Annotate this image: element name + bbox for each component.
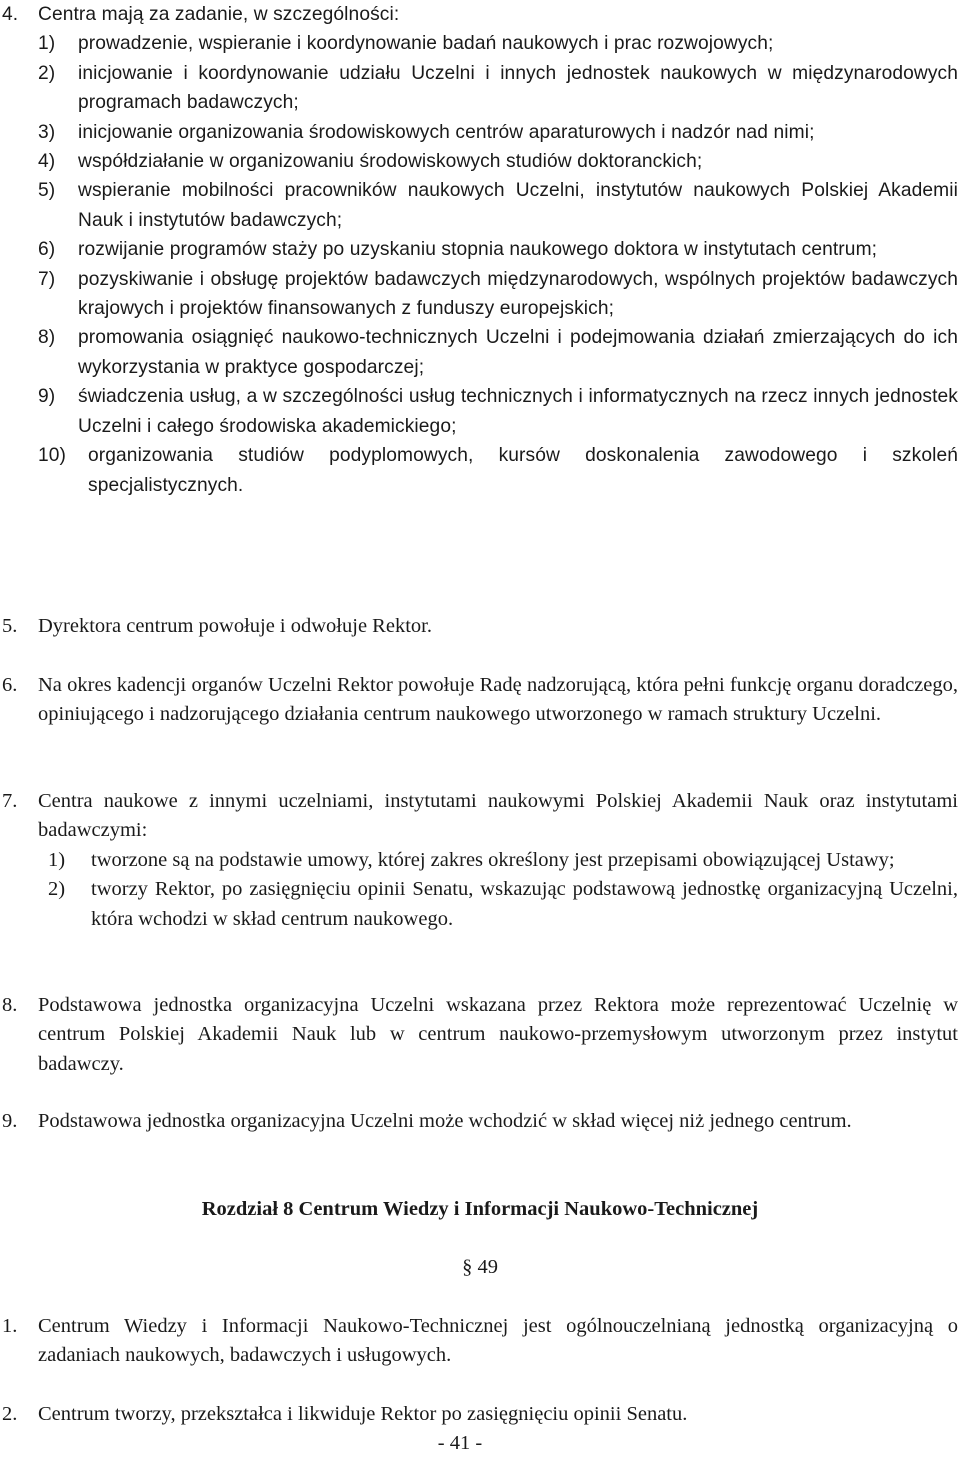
section-number: 5. <box>2 615 18 637</box>
paragraph-number: § 49 <box>462 1256 498 1278</box>
section-4 <box>0 0 958 500</box>
section-number: 7. <box>2 790 18 812</box>
list-item-text: inicjowanie i koordynowanie udziału Uczelni i innych jednostek naukowych w międzynarodowych programach badawczych; <box>78 62 958 114</box>
page-number: - 41 - <box>437 1432 483 1454</box>
list-item <box>38 846 958 875</box>
list-item <box>38 875 958 934</box>
section-number: 4. <box>2 4 19 25</box>
section-8 <box>0 991 958 1079</box>
list-item-text: wspieranie mobilności pracowników naukowych Uczelni, instytutów naukowych Polskiej Akademii Nauk i instytutów badawczych; <box>78 180 958 231</box>
section-intro: Centra mają za zadanie, w szczególności: <box>38 4 400 25</box>
section-49-2 <box>0 1400 958 1429</box>
list-item <box>38 265 958 324</box>
list-item-text: pozyskiwanie i obsługę projektów badawczych międzynarodowych, wspólnych projektów badawczych krajowych i projektów finansowanych z funduszy europejskich; <box>78 268 958 320</box>
section-6 <box>0 671 958 730</box>
list-item <box>38 323 958 382</box>
section-text: Podstawowa jednostka organizacyjna Uczelni może wchodzić w skład więcej niż jednego centrum. <box>38 1110 852 1132</box>
list-item <box>38 441 958 500</box>
section-7 <box>0 787 958 934</box>
section-text: Na okres kadencji organów Uczelni Rektor powołuje Radę nadzorującą, która pełni funkcję organu doradczego, opiniującego i nadzorującego działania centrum naukowego utworzonego w ramach struktury Uczelni. <box>38 674 958 726</box>
section-49-1 <box>0 1312 958 1371</box>
list-item-text: promowania osiągnięć naukowo-technicznych Uczelni i podejmowania działań zmierzających do ich wykorzystania w praktyce gospodarczej; <box>78 327 958 378</box>
list-item-text: inicjowanie organizowania środowiskowych centrów aparaturowych i nadzór nad nimi; <box>78 121 815 143</box>
list-item-number: 3) <box>38 121 56 143</box>
list-item <box>38 59 958 118</box>
section-9 <box>0 1107 958 1136</box>
list-item <box>38 147 958 176</box>
list-item-number: 4) <box>38 151 56 173</box>
list-item-text: tworzone są na podstawie umowy, której zakres określony jest przepisami obowiązującej Ustawy; <box>91 848 895 871</box>
section-text: Centrum tworzy, przekształca i likwiduje Rektor po zasięgnięciu opinii Senatu. <box>38 1403 688 1425</box>
list-item-text: tworzy Rektor, po zasięgnięciu opinii Senatu, wskazując podstawową jednostkę organizacyjną Uczelni, która wchodzi w skład centrum naukowego. <box>91 878 958 930</box>
section-text: Podstawowa jednostka organizacyjna Uczelni wskazana przez Rektora może reprezentować Uczelnię w centrum Polskiej Akademii Nauk lub w centrum naukowo-przemysłowym utworzonym przez instytut badawczy. <box>38 994 958 1075</box>
list-item-number: 9) <box>38 386 56 408</box>
list-item-number: 8) <box>38 327 56 349</box>
list-item-number: 6) <box>38 239 56 261</box>
section-number: 1. <box>2 1315 18 1337</box>
section-number: 8. <box>2 994 18 1016</box>
list-item <box>38 176 958 235</box>
list-item-number: 10) <box>38 445 67 467</box>
section-5 <box>0 612 958 641</box>
list-item-text: rozwijanie programów staży po uzyskaniu stopnia naukowego doktora w instytutach centrum; <box>78 239 878 261</box>
section-text: Dyrektora centrum powołuje i odwołuje Rektor. <box>38 615 432 637</box>
list-item-text: organizowania studiów podyplomowych, kursów doskonalenia zawodowego i szkoleń specjalistycznych. <box>88 445 958 496</box>
list-item <box>38 29 958 58</box>
list-item-text: prowadzenie, wspieranie i koordynowanie badań naukowych i prac rozwojowych; <box>78 33 774 55</box>
list-item-text: świadczenia usług, a w szczególności usług technicznych i informatycznych na rzecz innych jednostek Uczelni i całego środowiska akademickiego; <box>78 386 958 437</box>
section-number: 6. <box>2 674 18 696</box>
list-item-number: 2) <box>38 62 56 84</box>
section-number: 2. <box>2 1403 18 1425</box>
section-text: Centrum Wiedzy i Informacji Naukowo-Technicznej jest ogólnouczelnianą jednostką organizacyjną o zadaniach naukowych, badawczych i usługowych. <box>38 1315 958 1367</box>
section-number: 9. <box>2 1110 18 1132</box>
list-item-text: współdziałanie w organizowaniu środowiskowych studiów doktoranckich; <box>78 151 703 173</box>
list-item-number: 2) <box>48 878 66 901</box>
list-item-number: 7) <box>38 268 56 290</box>
list-item <box>38 382 958 441</box>
list-item <box>38 118 958 147</box>
list-item-number: 5) <box>38 180 56 202</box>
list-item <box>38 235 958 264</box>
section-intro: Centra naukowe z innymi uczelniami, instytutami naukowymi Polskiej Akademii Nauk oraz instytutami badawczymi: <box>38 790 958 842</box>
chapter-heading: Rozdział 8 Centrum Wiedzy i Informacji Naukowo-Technicznej <box>201 1198 759 1220</box>
list-item-number: 1) <box>48 848 66 871</box>
list-item-number: 1) <box>38 33 56 55</box>
